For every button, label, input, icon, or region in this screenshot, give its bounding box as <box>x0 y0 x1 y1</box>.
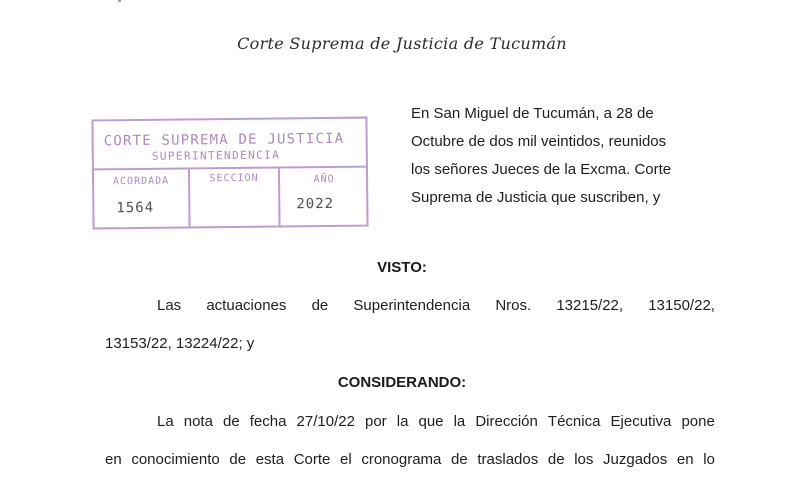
stamp-divider <box>94 166 366 171</box>
intro-line: los señores Jueces de la Excma. Corte <box>411 161 672 178</box>
visto-line-2: 13153/22, 13224/22; y <box>105 335 255 352</box>
word: Técnica <box>547 413 601 430</box>
word: Juzgados <box>603 451 668 468</box>
word: La <box>157 413 174 430</box>
word: Las <box>157 297 182 314</box>
stamp-anio-label: AÑO <box>313 173 335 186</box>
word: 13215/22, <box>556 297 624 314</box>
stamp-court-name: CORTE SUPREMA DE JUSTICIA <box>103 130 345 150</box>
word: Corte <box>293 451 331 468</box>
intro-line: En San Miguel de Tucumán, a 28 de <box>411 105 654 122</box>
word: la <box>453 413 466 430</box>
letterhead-title: Corte Suprema de Justicia de Tucumán <box>237 34 567 53</box>
intro-line: Suprema de Justicia que suscriben, y <box>411 189 661 206</box>
word: en <box>676 451 694 468</box>
considerando-line-2 <box>105 451 715 468</box>
word: 13150/22, <box>648 297 715 314</box>
considerando-line-1 <box>157 413 715 430</box>
stamp-year: 2022 <box>296 195 335 213</box>
word: de <box>451 451 468 468</box>
word: traslados <box>477 451 539 468</box>
word: de <box>547 451 565 468</box>
visto-heading: VISTO: <box>377 259 427 276</box>
word: los <box>574 451 594 468</box>
stamp-seccion-label: SECCION <box>209 172 259 185</box>
visto-line-1 <box>157 297 715 314</box>
registry-stamp <box>91 117 368 230</box>
word: pone <box>681 413 715 430</box>
word: que <box>418 413 444 430</box>
word: el <box>340 451 352 468</box>
stamp-department: SUPERINTENDENCIA <box>151 148 281 163</box>
considerando-heading: CONSIDERANDO: <box>337 374 467 391</box>
word: Dirección <box>475 413 538 430</box>
scan-mark <box>118 0 121 2</box>
word: esta <box>255 451 285 468</box>
word: por <box>364 413 387 430</box>
stamp-acordada-label: ACORDADA <box>112 175 170 188</box>
word: Superintendencia <box>353 297 471 314</box>
word: fecha <box>249 413 287 430</box>
word: de <box>223 413 240 430</box>
word: conocimiento <box>131 451 220 468</box>
stamp-acordada-number: 1564 <box>116 199 155 217</box>
word: de <box>311 297 329 314</box>
intro-paragraph <box>411 100 717 212</box>
word: 27/10/22 <box>296 413 355 430</box>
intro-line: Octubre de dos mil veintidos, reunidos <box>411 133 667 150</box>
word: actuaciones <box>206 297 287 314</box>
word: en <box>105 451 122 468</box>
word: nota <box>183 413 213 430</box>
word: cronograma <box>361 451 442 468</box>
word: la <box>396 413 409 430</box>
word: lo <box>703 451 715 468</box>
word: de <box>229 451 247 468</box>
word: Ejecutiva <box>610 413 672 430</box>
word: Nros. <box>495 297 532 314</box>
